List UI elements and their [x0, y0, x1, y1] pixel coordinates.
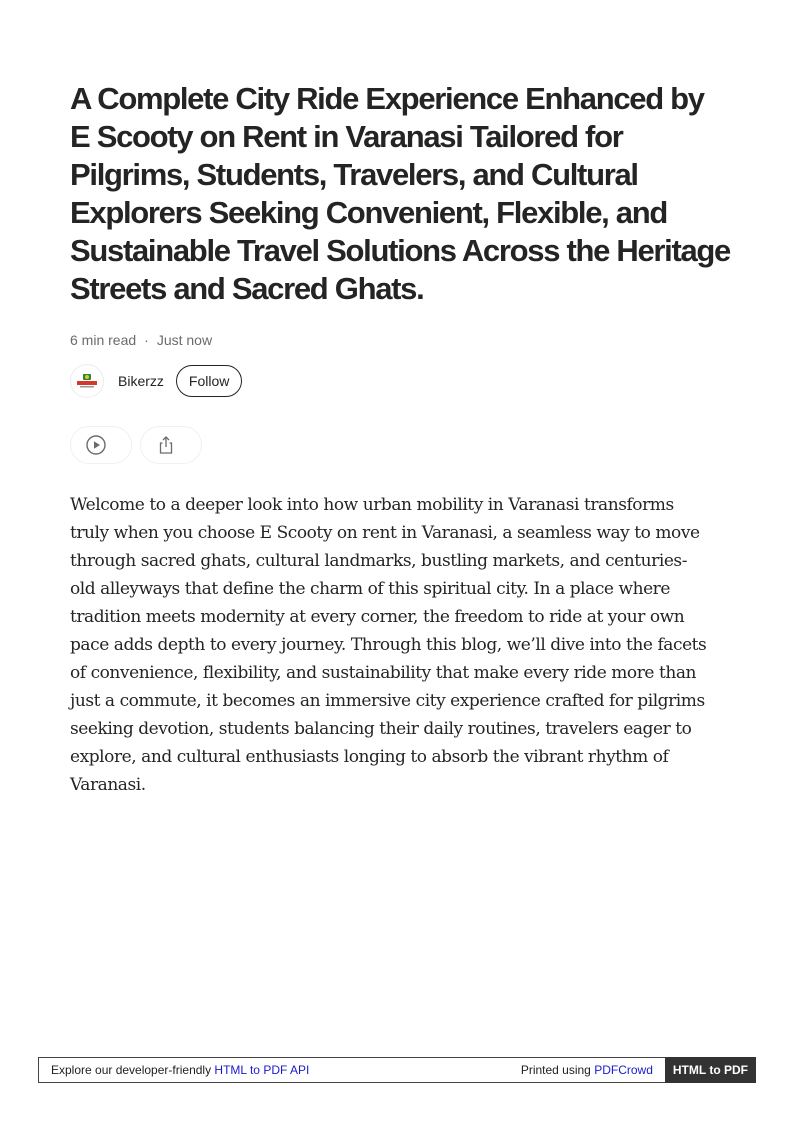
article-meta [70, 332, 212, 348]
listen-button[interactable] [70, 426, 132, 464]
pdfcrowd-link[interactable]: PDFCrowd [594, 1063, 653, 1077]
author-row [70, 364, 242, 398]
article-title: A Complete City Ride Experience Enhanced by E Scooty on Rent in Varanasi Tailored for Pilgrims, Students, Travelers, and Cultural Explorers Seeking Convenient, Flexible, and Sustainable Travel Solutions Across the Heritage Streets and Sacred Ghats. [70, 81, 731, 306]
author-avatar[interactable] [70, 364, 104, 398]
meta-separator: · [144, 332, 149, 348]
author-name[interactable]: Bikerzz [118, 373, 164, 389]
pdfcrowd-footer [38, 1057, 756, 1083]
publish-date: Just now [156, 332, 213, 348]
play-circle-icon [85, 434, 107, 456]
share-icon [155, 434, 177, 456]
bikerzz-logo-icon [74, 368, 100, 394]
html-to-pdf-api-link[interactable]: HTML to PDF API [214, 1063, 310, 1077]
follow-button[interactable]: Follow [176, 365, 242, 397]
article-body: Welcome to a deeper look into how urban mobility in Varanasi transforms truly when you choose E Scooty on rent in Varanasi, a seamless way to move through sacred ghats, cultural landmarks, bustling markets, and centuries-old alleyways that define the charm of this spiritual city. In a place where tradition meets modernity at every corner, the freedom to ride at your own pace adds depth to every journey. Through this blog, we’ll dive into the facets of convenience, flexibility, and sustainability that make every ride more than just a commute, it becomes an immersive city experience crafted for pilgrims seeking devotion, students balancing their daily routines, travelers eager to explore, and cultural enthusiasts longing to absorb the vibrant rhythm of Varanasi. [70, 495, 707, 795]
footer-right-text: Printed using [520, 1063, 595, 1077]
share-button[interactable] [140, 426, 202, 464]
html-to-pdf-button[interactable]: HTML to PDF [665, 1057, 756, 1083]
footer-left-text: Explore our developer-friendly [51, 1063, 215, 1077]
read-time: 6 min read [70, 332, 137, 348]
article-actions [70, 426, 210, 464]
footer-left [39, 1063, 521, 1077]
footer-right [521, 1063, 665, 1077]
